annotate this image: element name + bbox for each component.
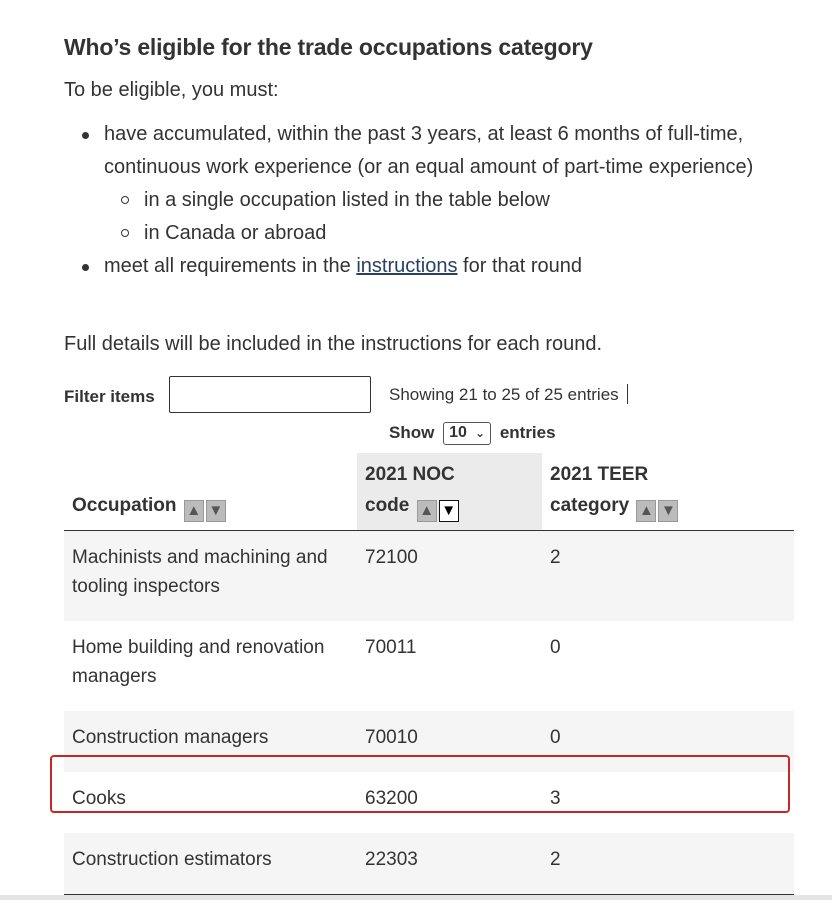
filter-label: Filter items xyxy=(64,387,155,406)
section-heading: Who’s eligible for the trade occupations category xyxy=(64,34,593,60)
requirement-text-end: for that round xyxy=(457,255,583,277)
cell-noc-code: 63200 xyxy=(365,788,418,809)
requirement-item xyxy=(64,250,794,283)
column-header-label: category xyxy=(550,495,630,516)
sort-ascending-icon[interactable]: ▲ xyxy=(636,500,656,522)
intro-text: To be eligible, you must: xyxy=(64,79,279,101)
separator xyxy=(627,384,629,404)
cell-teer-category: 3 xyxy=(550,788,561,809)
bottom-border xyxy=(0,895,832,900)
requirement-text: have accumulated, within the past 3 years, at least 6 months of full-time, continuous work experience (or an equal amount of part-time experience) xyxy=(104,123,754,178)
cell-noc-code: 70010 xyxy=(357,711,542,772)
column-header-occupation[interactable] xyxy=(64,453,357,531)
table-row xyxy=(64,621,794,711)
sort-descending-icon[interactable]: ▼ xyxy=(439,500,459,522)
show-label: Show xyxy=(389,422,435,442)
column-header-label: code xyxy=(365,495,410,516)
page-size-value: 10 xyxy=(449,424,467,441)
cell-teer-category: 0 xyxy=(542,711,794,772)
column-header-label: Occupation xyxy=(72,495,177,516)
table-row xyxy=(64,531,794,622)
cell-teer-category: 2 xyxy=(542,531,794,622)
cell-occupation: Cooks xyxy=(72,788,126,809)
column-header-label: 2021 NOC xyxy=(365,464,455,485)
sub-requirements-list xyxy=(104,184,794,250)
column-header-label: 2021 TEER xyxy=(550,464,649,485)
page-size-select[interactable] xyxy=(443,422,491,445)
entries-label: entries xyxy=(499,422,556,442)
table-row xyxy=(64,772,794,833)
table-row xyxy=(64,833,794,895)
column-header-teer-category[interactable] xyxy=(542,453,794,531)
entries-info-text: Showing 21 to 25 of 25 entries xyxy=(389,385,619,404)
column-header-noc-code[interactable] xyxy=(357,453,542,531)
cell-noc-code: 70011 xyxy=(365,637,417,658)
instructions-link[interactable]: instructions xyxy=(356,255,458,277)
requirement-item xyxy=(64,118,794,250)
cell-occupation: Home building and renovation managers xyxy=(72,637,325,687)
cell-occupation: Construction managers xyxy=(64,711,357,772)
occupations-table xyxy=(64,453,794,895)
table-header-row xyxy=(64,453,794,531)
table-row xyxy=(64,711,794,772)
page-size-control xyxy=(389,422,556,445)
cell-teer-category: 0 xyxy=(550,637,561,658)
sort-descending-icon[interactable]: ▼ xyxy=(206,500,226,522)
requirement-text: meet all requirements in the xyxy=(104,255,357,277)
cell-noc-code: 72100 xyxy=(357,531,542,622)
cell-noc-code: 22303 xyxy=(357,833,542,895)
filter-input[interactable] xyxy=(169,376,371,413)
chevron-down-icon: ⌄ xyxy=(475,426,486,440)
sub-requirement-item: in a single occupation listed in the table below xyxy=(104,184,794,217)
entries-info xyxy=(389,384,628,405)
cell-occupation: Construction estimators xyxy=(64,833,357,895)
sub-requirement-item: in Canada or abroad xyxy=(104,217,794,250)
sort-ascending-icon[interactable]: ▲ xyxy=(417,500,437,522)
sort-descending-icon[interactable]: ▼ xyxy=(658,500,678,522)
sort-ascending-icon[interactable]: ▲ xyxy=(184,500,204,522)
cell-occupation: Machinists and machining and tooling inspectors xyxy=(64,531,357,622)
details-text: Full details will be included in the instructions for each round. xyxy=(64,333,603,355)
cell-teer-category: 2 xyxy=(542,833,794,895)
requirements-list xyxy=(64,118,794,283)
